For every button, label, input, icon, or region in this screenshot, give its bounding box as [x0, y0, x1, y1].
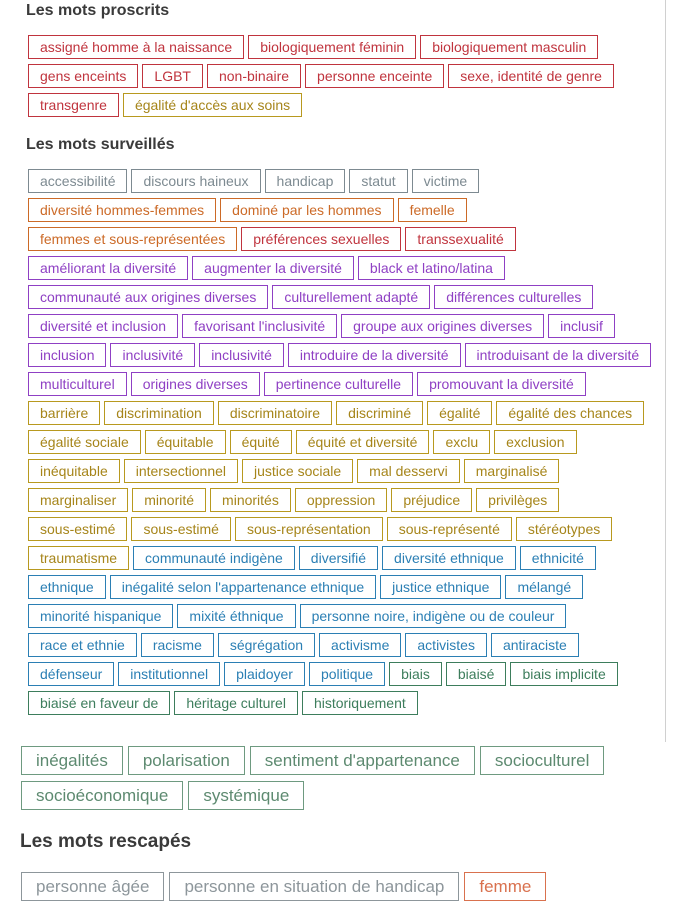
keyword-tag: systémique: [188, 781, 304, 810]
keyword-tag: ségrégation: [218, 633, 315, 657]
keyword-tag: justice sociale: [242, 459, 353, 483]
keyword-tag: sous-représenté: [387, 517, 512, 541]
keyword-tag: sous-représentation: [235, 517, 383, 541]
keyword-tag: statut: [349, 169, 407, 193]
section-title-surveilles: Les mots surveillés: [26, 136, 175, 153]
keyword-tag: socioculturel: [480, 746, 605, 775]
keyword-tag: défenseur: [28, 662, 114, 686]
keyword-tag: pertinence culturelle: [264, 372, 413, 396]
keyword-tag: préférences sexuelles: [241, 227, 401, 251]
keyword-tag: introduisant de la diversité: [465, 343, 652, 367]
keyword-tag: diversité ethnique: [382, 546, 516, 570]
keyword-tag: institutionnel: [118, 662, 220, 686]
keyword-tag: stéréotypes: [516, 517, 612, 541]
keyword-tag: race et ethnie: [28, 633, 137, 657]
keyword-tag: activisme: [319, 633, 401, 657]
keyword-tag: inégalités: [21, 746, 123, 775]
tag-list-proscrits: [28, 35, 660, 117]
keyword-tag: non-binaire: [207, 64, 301, 88]
keyword-tag: minorité hispanique: [28, 604, 173, 628]
keyword-tag: origines diverses: [131, 372, 260, 396]
keyword-tag: mixité éthnique: [177, 604, 295, 628]
keyword-tag: privilèges: [476, 488, 559, 512]
keyword-tag: transsexualité: [405, 227, 515, 251]
keyword-tag: discrimination: [104, 401, 214, 425]
keyword-tag: LGBT: [142, 64, 203, 88]
tag-list-surveilles: [28, 169, 660, 715]
keyword-tag: inclusion: [28, 343, 106, 367]
keyword-tag: favorisant l'inclusivité: [182, 314, 337, 338]
keyword-tag: biaisé: [446, 662, 507, 686]
keyword-tag: inégalité selon l'appartenance ethnique: [110, 575, 376, 599]
expanded-section: [0, 742, 680, 913]
keyword-tag: gens enceints: [28, 64, 138, 88]
keyword-tag: égalité: [427, 401, 492, 425]
keyword-tag: augmenter la diversité: [192, 256, 354, 280]
keyword-tag: polarisation: [128, 746, 245, 775]
keyword-tag: activistes: [405, 633, 487, 657]
keyword-tag: diversité et inclusion: [28, 314, 178, 338]
keyword-tag: transgenre: [28, 93, 119, 117]
keyword-tag: promouvant la diversité: [417, 372, 586, 396]
keyword-tag: exclusion: [494, 430, 576, 454]
keyword-tag: inclusivité: [199, 343, 284, 367]
keyword-tag: inclusif: [548, 314, 615, 338]
section-title-rescapes: Les mots rescapés: [20, 831, 192, 852]
section-title-proscrits: Les mots proscrits: [26, 2, 170, 19]
keyword-tag: préjudice: [391, 488, 472, 512]
keyword-tag: oppression: [295, 488, 388, 512]
keyword-tag: personne enceinte: [305, 64, 444, 88]
keyword-tag: biaisé en faveur de: [28, 691, 170, 715]
tag-list-surveilles-continued: [21, 746, 661, 810]
keyword-tag: discriminé: [336, 401, 423, 425]
keyword-tag: diversité hommes-femmes: [28, 198, 216, 222]
keyword-tag: discours haineux: [131, 169, 260, 193]
keyword-tag: intersectionnel: [124, 459, 238, 483]
keyword-tag: biais: [389, 662, 442, 686]
keyword-tag: ethnicité: [520, 546, 596, 570]
keyword-tag: biologiquement féminin: [248, 35, 416, 59]
keyword-tag: améliorant la diversité: [28, 256, 188, 280]
keyword-tag: femmes et sous-représentées: [28, 227, 237, 251]
keyword-tag: sous-estimé: [131, 517, 230, 541]
keyword-tag: plaidoyer: [224, 662, 305, 686]
keyword-tag: accessibilité: [28, 169, 127, 193]
keyword-tag: biologiquement masculin: [420, 35, 598, 59]
keyword-tag: égalité sociale: [28, 430, 141, 454]
keyword-tag: différences culturelles: [434, 285, 593, 309]
keyword-tag: égalité des chances: [496, 401, 644, 425]
keyword-tag: sexe, identité de genre: [448, 64, 614, 88]
keyword-tag: victime: [412, 169, 480, 193]
keyword-tag: femme: [464, 872, 546, 901]
keyword-tag: personne âgée: [21, 872, 164, 901]
keyword-tag: sous-estimé: [28, 517, 127, 541]
keyword-tag: historiquement: [302, 691, 418, 715]
keyword-tag: diversifié: [299, 546, 378, 570]
keyword-tag: politique: [309, 662, 385, 686]
keyword-tag: personne noire, indigène ou de couleur: [300, 604, 567, 628]
keyword-tag: minorité: [132, 488, 206, 512]
keyword-tag: héritage culturel: [174, 691, 298, 715]
scrollbar-divider: [665, 0, 666, 742]
keyword-tag: discriminatoire: [218, 401, 332, 425]
keyword-tag: barrière: [28, 401, 100, 425]
keyword-tag: marginalisé: [464, 459, 560, 483]
keyword-tag: introduire de la diversité: [288, 343, 461, 367]
keyword-tag: multiculturel: [28, 372, 127, 396]
keyword-tag: inclusivité: [110, 343, 195, 367]
keyword-tag: communauté indigène: [133, 546, 295, 570]
tag-list-rescapes: [21, 872, 661, 901]
keyword-tag: marginaliser: [28, 488, 128, 512]
keyword-tag: communauté aux origines diverses: [28, 285, 268, 309]
keyword-tag: biais implicite: [510, 662, 617, 686]
keyword-tag: black et latino/latina: [358, 256, 505, 280]
keyword-tag: mal desservi: [357, 459, 460, 483]
keyword-tag: dominé par les hommes: [220, 198, 393, 222]
keyword-tag: assigné homme à la naissance: [28, 35, 244, 59]
keyword-tag: sentiment d'appartenance: [250, 746, 475, 775]
keyword-tag: handicap: [265, 169, 346, 193]
keyword-tag: exclu: [433, 430, 490, 454]
keyword-tag: ethnique: [28, 575, 106, 599]
keyword-tag: équité: [230, 430, 292, 454]
keyword-tag: culturellement adapté: [272, 285, 430, 309]
keyword-tag: équité et diversité: [296, 430, 430, 454]
keyword-tag: racisme: [141, 633, 214, 657]
keyword-tag: socioéconomique: [21, 781, 183, 810]
keyword-tag: personne en situation de handicap: [169, 872, 459, 901]
keyword-tag: groupe aux origines diverses: [341, 314, 544, 338]
keyword-tag: mélangé: [505, 575, 583, 599]
keyword-tag: femelle: [398, 198, 467, 222]
keyword-tag: justice ethnique: [380, 575, 501, 599]
keyword-tag: égalité d'accès aux soins: [123, 93, 302, 117]
keyword-tag: inéquitable: [28, 459, 120, 483]
keyword-tag: minorités: [210, 488, 291, 512]
keyword-tag: antiraciste: [491, 633, 579, 657]
keyword-tag: traumatisme: [28, 546, 129, 570]
keyword-tag: équitable: [145, 430, 226, 454]
